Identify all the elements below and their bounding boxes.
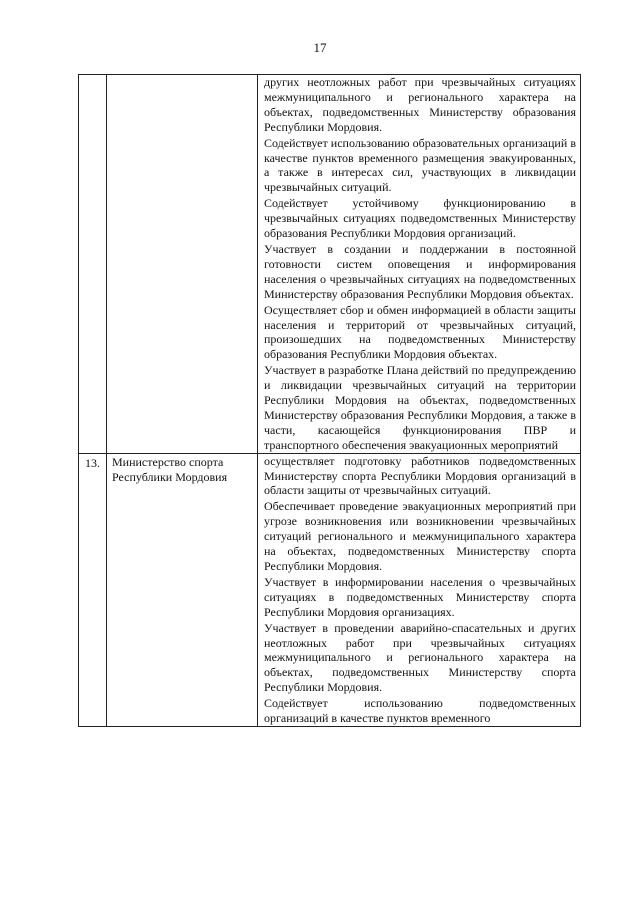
- duty-paragraph: Участвует в создании и поддержании в постоянной готовности систем оповещения и информирования населения о чрезвычайных ситуациях на подведомственных Министерству образования Республики Мордовия объектах.: [264, 241, 576, 301]
- row-number-cell: [79, 75, 107, 454]
- responsibilities-table: [78, 74, 581, 727]
- organization-cell: [107, 75, 258, 454]
- duty-paragraph: Участвует в информировании населения о чрезвычайных ситуациях в подведомственных Министерству спорта Республики Мордовия организациях.: [264, 574, 576, 619]
- duty-paragraph: других неотложных работ при чрезвычайных ситуациях межмуниципального и регионального характера на объектах, подведомственных Министерству образования Республики Мордовия.: [264, 75, 576, 134]
- duty-paragraph: Участвует в разработке Плана действий по предупреждению и ликвидации чрезвычайных ситуаций на территории Республики Мордовия на объектах, подведомственных Министерству образования Республики Мордовия, а также в части, касающейся функционирования ПВР и транспортного обеспечения эвакуационных мероприятий: [264, 363, 576, 452]
- duty-paragraph: Осуществляет сбор и обмен информацией в области защиты населения и территорий от чрезвычайных ситуаций, произошедших на подведомственных Министерству образования Республики Мордовия объектах.: [264, 302, 576, 362]
- duty-paragraph: Содействует использованию образовательных организаций в качестве пунктов временного размещения эвакуированных, а также в интересах сил, участвующих в ликвидации чрезвычайных ситуаций.: [264, 135, 576, 195]
- duties-cell: [258, 453, 581, 726]
- duties-cell: [258, 75, 581, 454]
- row-number-cell: 13.: [79, 453, 107, 726]
- duty-paragraph: Содействует устойчивому функционированию в чрезвычайных ситуациях подведомственных Министерству образования Республики Мордовия организаций.: [264, 196, 576, 241]
- duty-paragraph: Обеспечивает проведение эвакуационных мероприятий при угрозе возникновения или возникновении чрезвычайных ситуаций регионального и межмуниципального характера на объектах, подведомственных Министерству спорта Республики Мордовия.: [264, 499, 576, 573]
- table-row: [79, 75, 581, 454]
- duty-paragraph: Участвует в проведении аварийно-спасательных и других неотложных работ при чрезвычайных ситуациях межмуниципального и регионального характера на объектах, подведомственных Министерству спорта Республики Мордовия.: [264, 620, 576, 695]
- duty-paragraph: осуществляет подготовку работников подведомственных Министерству спорта Республики Мордовия организаций в области защиты от чрезвычайных ситуаций.: [264, 453, 576, 498]
- duty-paragraph: Содействует использованию подведомственных организаций в качестве пунктов временного: [264, 696, 576, 726]
- table-row: [79, 453, 581, 726]
- page-number: 17: [313, 40, 327, 55]
- organization-cell: Министерство спорта Республики Мордовия: [107, 453, 258, 726]
